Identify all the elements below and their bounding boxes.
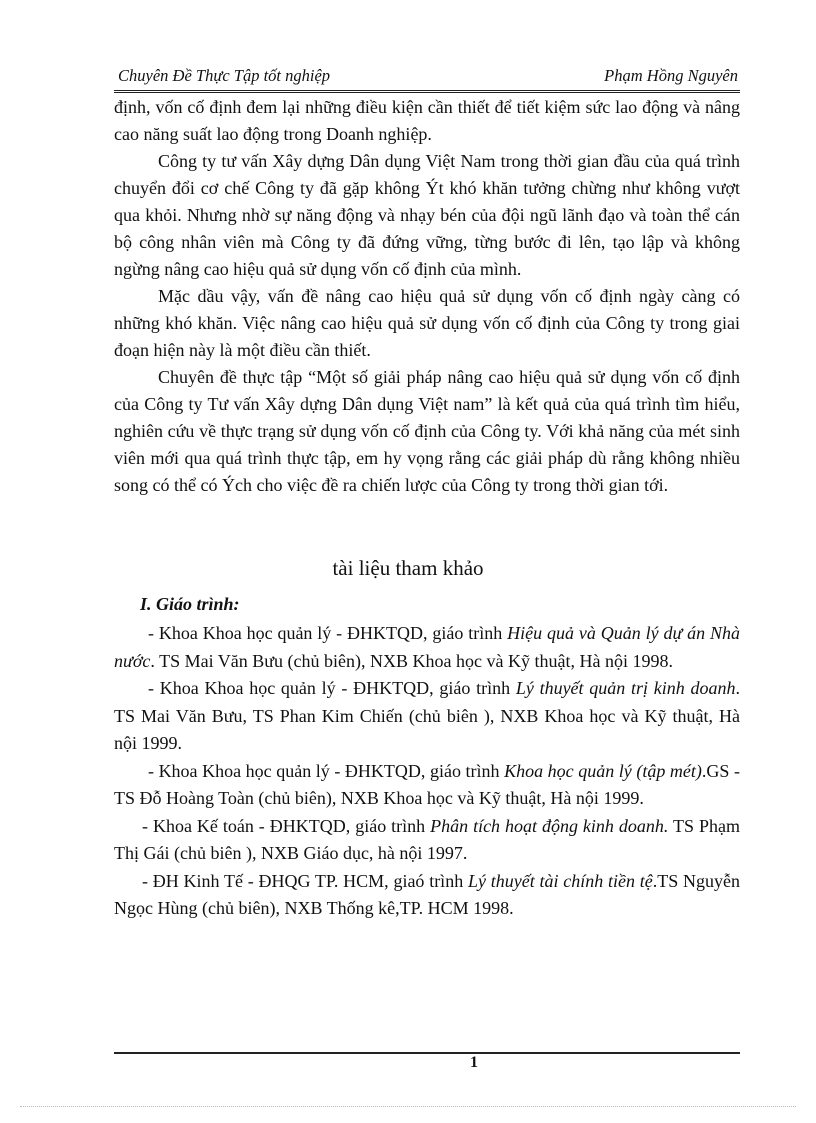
reference-item: - Khoa Khoa học quản lý - ĐHKTQD, giáo trình Lý thuyết quản trị kinh doanh. TS Mai Văn Bưu, TS Phan Kim Chiến (chủ biên ), NXB Khoa học và Kỹ thuật, Hà nội 1999. [114,678,741,753]
page-number: 1 [470,1054,478,1071]
reference-item: - Khoa Kế toán - ĐHKTQD, giáo trình Phân tích hoạt động kinh doanh. TS Phạm Thị Gái (chủ biên ), NXB Giáo dục, hà nội 1997. [114,815,740,863]
paragraph: Chuyên đề thực tập “Một số giải pháp nâng cao hiệu quả sử dụng vốn cố định của Công ty Tư vấn Xây dựng Dân dụng Việt nam” là kết quả của quá trình tìm hiểu, nghiên cứu về thực trạng sử dụng vốn cố định của Công ty. Với khả năng của mét sinh viên mới qua quá trình thực tập, em hy vọng rằng các giải pháp dù rằng không nhiều song có thể có Ých cho việc đề ra chiến lược của Công ty trong thời gian tới. [114,367,740,495]
header-author: Phạm Hồng Nguyên [604,66,738,85]
reference-title: Khoa học quản lý (tập mét) [504,760,702,781]
paragraph: Công ty tư vấn Xây dựng Dân dụng Việt Nam trong thời gian đầu của quá trình chuyển đổi cơ chế Công ty đã gặp không Ýt khó khăn tưởng chừng như không vượt qua khỏi. Nhưng nhờ sự năng động và nhạy bén của đội ngũ lãnh đạo và toàn thể cán bộ công nhân viên mà Công ty đã đứng vững, từng bước đi lên, tạo lập và không ngừng nâng cao hiệu quả sử dụng vốn cố định của mình. [114,151,740,279]
reference-item: - ĐH Kinh Tế - ĐHQG TP. HCM, giaó trình Lý thuyết tài chính tiền tệ.TS Nguyễn Ngọc Hùng (chủ biên), NXB Thống kê,TP. HCM 1998. [114,870,740,918]
header-title: Chuyên Đề Thực Tập tốt nghiệp [118,66,331,85]
paragraph-continuation: định, vốn cố định đem lại những điều kiện cần thiết để tiết kiệm sức lao động và nâng cao năng suất lao động trong Doanh nghiệp. [114,97,740,144]
references-heading: tài liệu tham khảo [332,556,484,580]
page-header [114,64,740,93]
reference-title: Phân tích hoạt động kinh doanh. [430,815,669,836]
body-text [114,94,740,499]
reference-title: Lý thuyết tài chính tiền tệ [467,870,653,891]
subsection-heading: I. Giáo trình: [140,594,240,614]
footer-rule [114,1052,740,1054]
reference-list [114,620,740,923]
reference-item: - Khoa Khoa học quản lý - ĐHKTQD, giáo trình Hiệu quả và Quản lý dự án Nhà nước. TS Mai Văn Bưu (chủ biên), NXB Khoa học và Kỹ thuật, Hà nội 1998. [114,623,741,671]
page-boundary [20,1106,796,1107]
reference-title: Hiệu quả và Quản lý dự án Nhà nước [114,623,741,671]
paragraph: Mặc dầu vậy, vấn đề nâng cao hiệu quả sử dụng vốn cố định ngày càng có những khó khăn. Việc nâng cao hiệu quả sử dụng vốn cố định của Công ty trong giai đoạn hiện này là một điều cần thiết. [114,286,740,360]
reference-item: - Khoa Khoa học quản lý - ĐHKTQD, giáo trình Khoa học quản lý (tập mét).GS - TS Đỗ Hoàng Toàn (chủ biên), NXB Khoa học và Kỹ thuật, Hà nội 1999. [114,760,740,808]
reference-title: Lý thuyết quản trị kinh doanh [515,678,736,698]
